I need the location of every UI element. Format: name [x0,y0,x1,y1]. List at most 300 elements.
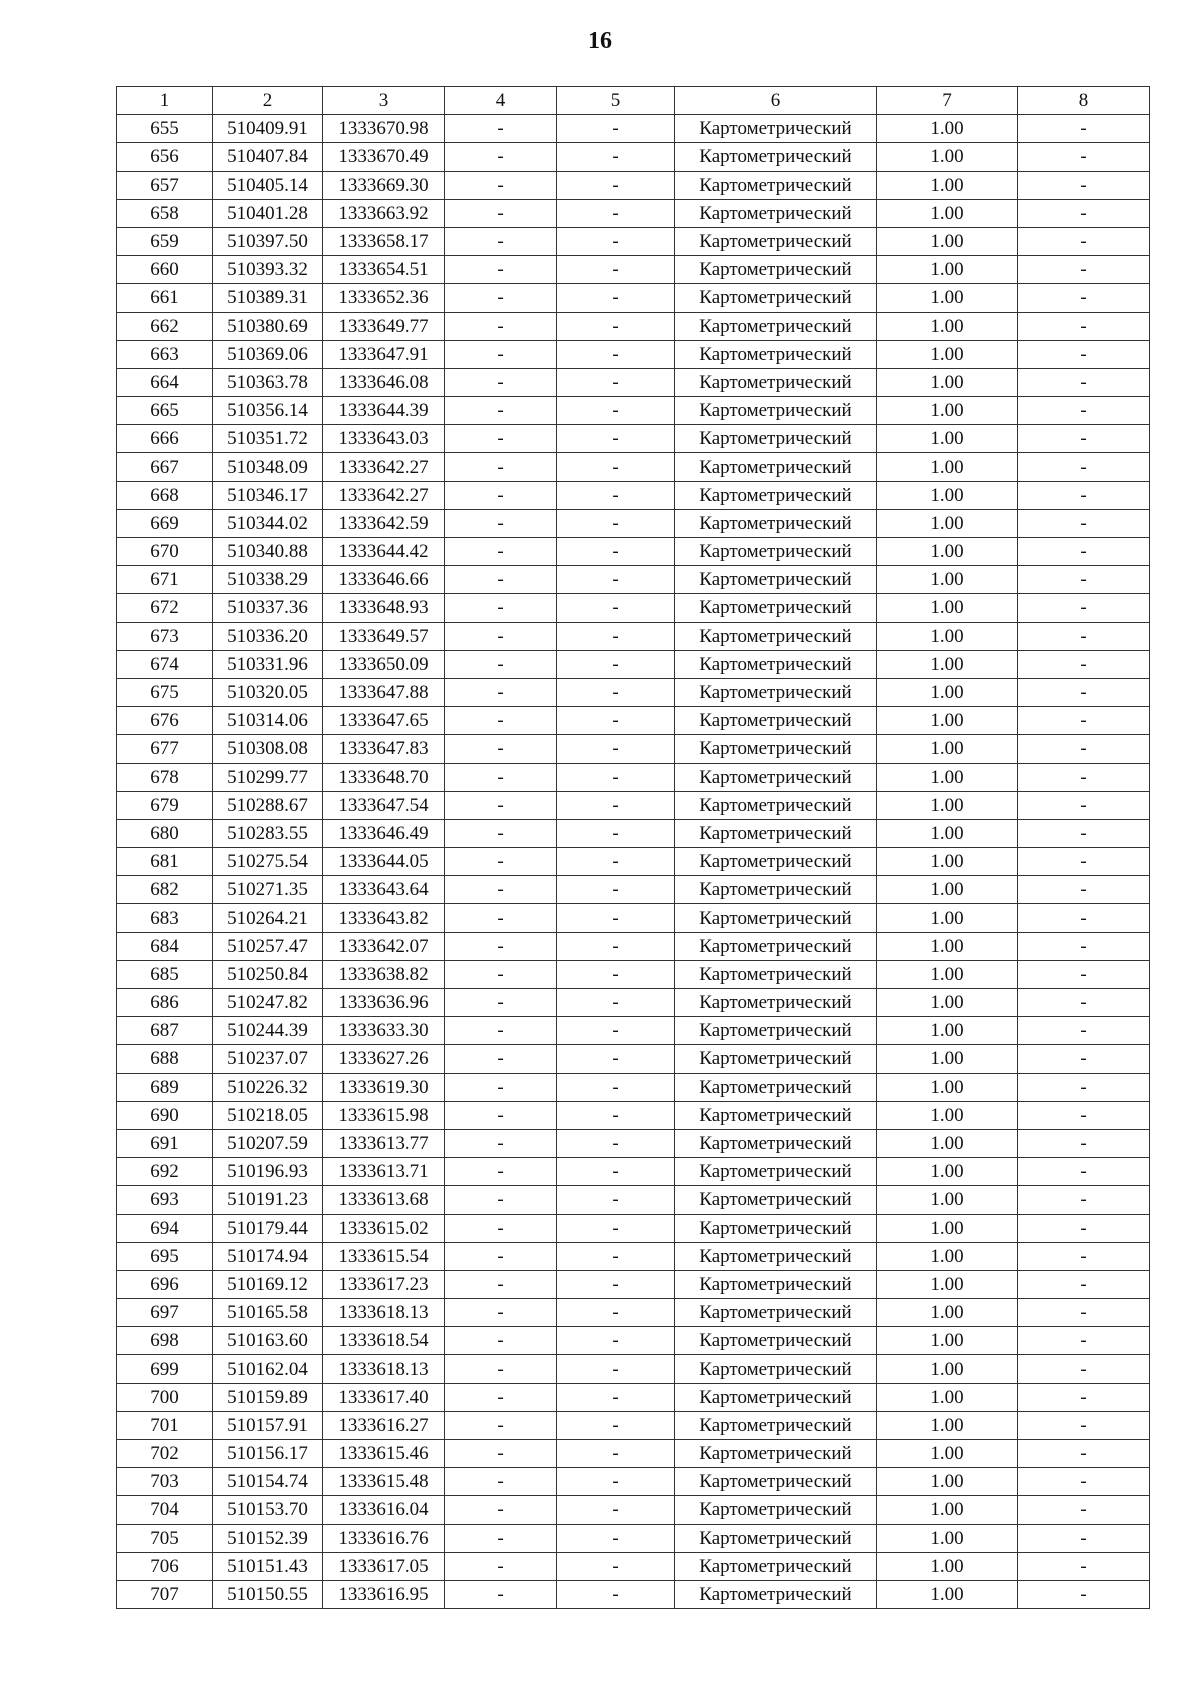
method-cell: Картометрический [675,1524,877,1552]
col4-cell: - [445,171,557,199]
point-number-cell: 699 [117,1355,213,1383]
col8-cell: - [1018,1411,1150,1439]
y-coordinate-cell: 1333616.95 [323,1580,445,1608]
table-row [117,1496,1150,1524]
accuracy-cell: 1.00 [877,199,1018,227]
point-number-cell: 707 [117,1580,213,1608]
x-coordinate-cell: 510271.35 [213,876,323,904]
accuracy-cell: 1.00 [877,1383,1018,1411]
method-cell: Картометрический [675,1496,877,1524]
point-number-cell: 666 [117,425,213,453]
point-number-cell: 706 [117,1552,213,1580]
col8-cell: - [1018,650,1150,678]
accuracy-cell: 1.00 [877,1496,1018,1524]
col8-cell: - [1018,1017,1150,1045]
method-cell: Картометрический [675,1299,877,1327]
method-cell: Картометрический [675,397,877,425]
point-number-cell: 687 [117,1017,213,1045]
point-number-cell: 685 [117,960,213,988]
method-cell: Картометрический [675,1242,877,1270]
accuracy-cell: 1.00 [877,538,1018,566]
page-number: 16 [588,28,612,54]
accuracy-cell: 1.00 [877,397,1018,425]
col4-cell: - [445,1045,557,1073]
point-number-cell: 681 [117,848,213,876]
y-coordinate-cell: 1333616.76 [323,1524,445,1552]
table-row [117,1073,1150,1101]
x-coordinate-cell: 510337.36 [213,594,323,622]
method-cell: Картометрический [675,904,877,932]
x-coordinate-cell: 510283.55 [213,819,323,847]
accuracy-cell: 1.00 [877,1524,1018,1552]
col8-cell: - [1018,1496,1150,1524]
col5-cell: - [557,1327,675,1355]
method-cell: Картометрический [675,1468,877,1496]
col8-cell: - [1018,397,1150,425]
method-cell: Картометрический [675,1552,877,1580]
col8-cell: - [1018,453,1150,481]
col5-cell: - [557,425,675,453]
col5-cell: - [557,1242,675,1270]
table-row [117,678,1150,706]
method-cell: Картометрический [675,1411,877,1439]
point-number-cell: 656 [117,143,213,171]
col4-cell: - [445,1411,557,1439]
point-number-cell: 664 [117,368,213,396]
y-coordinate-cell: 1333638.82 [323,960,445,988]
x-coordinate-cell: 510237.07 [213,1045,323,1073]
col4-cell: - [445,1327,557,1355]
method-cell: Картометрический [675,1214,877,1242]
x-coordinate-cell: 510405.14 [213,171,323,199]
table-row [117,1552,1150,1580]
accuracy-cell: 1.00 [877,1355,1018,1383]
col5-cell: - [557,227,675,255]
col4-cell: - [445,989,557,1017]
col4-cell: - [445,1580,557,1608]
col8-cell: - [1018,256,1150,284]
y-coordinate-cell: 1333616.27 [323,1411,445,1439]
method-cell: Картометрический [675,284,877,312]
col4-cell: - [445,227,557,255]
method-cell: Картометрический [675,622,877,650]
y-coordinate-cell: 1333647.54 [323,791,445,819]
col8-cell: - [1018,594,1150,622]
point-number-cell: 670 [117,538,213,566]
x-coordinate-cell: 510191.23 [213,1186,323,1214]
y-coordinate-cell: 1333648.93 [323,594,445,622]
col4-cell: - [445,791,557,819]
x-coordinate-cell: 510163.60 [213,1327,323,1355]
accuracy-cell: 1.00 [877,284,1018,312]
col5-cell: - [557,284,675,312]
x-coordinate-cell: 510363.78 [213,368,323,396]
col8-cell: - [1018,960,1150,988]
point-number-cell: 703 [117,1468,213,1496]
col4-cell: - [445,650,557,678]
accuracy-cell: 1.00 [877,1214,1018,1242]
point-number-cell: 678 [117,763,213,791]
col4-cell: - [445,707,557,735]
y-coordinate-cell: 1333650.09 [323,650,445,678]
col4-cell: - [445,397,557,425]
y-coordinate-cell: 1333633.30 [323,1017,445,1045]
accuracy-cell: 1.00 [877,735,1018,763]
x-coordinate-cell: 510153.70 [213,1496,323,1524]
x-coordinate-cell: 510314.06 [213,707,323,735]
column-header: 5 [557,87,675,115]
point-number-cell: 667 [117,453,213,481]
col8-cell: - [1018,312,1150,340]
x-coordinate-cell: 510152.39 [213,1524,323,1552]
point-number-cell: 696 [117,1270,213,1298]
accuracy-cell: 1.00 [877,989,1018,1017]
y-coordinate-cell: 1333616.04 [323,1496,445,1524]
method-cell: Картометрический [675,538,877,566]
col5-cell: - [557,312,675,340]
col4-cell: - [445,1383,557,1411]
col5-cell: - [557,1580,675,1608]
col4-cell: - [445,312,557,340]
y-coordinate-cell: 1333618.13 [323,1299,445,1327]
accuracy-cell: 1.00 [877,932,1018,960]
table-row [117,1580,1150,1608]
column-header: 8 [1018,87,1150,115]
y-coordinate-cell: 1333618.13 [323,1355,445,1383]
point-number-cell: 690 [117,1101,213,1129]
col4-cell: - [445,848,557,876]
y-coordinate-cell: 1333647.88 [323,678,445,706]
y-coordinate-cell: 1333649.77 [323,312,445,340]
point-number-cell: 694 [117,1214,213,1242]
coordinates-table [116,86,1150,1609]
col4-cell: - [445,1017,557,1045]
method-cell: Картометрический [675,763,877,791]
col5-cell: - [557,876,675,904]
col8-cell: - [1018,1045,1150,1073]
y-coordinate-cell: 1333617.05 [323,1552,445,1580]
method-cell: Картометрический [675,1440,877,1468]
table-row [117,566,1150,594]
col8-cell: - [1018,678,1150,706]
col8-cell: - [1018,932,1150,960]
y-coordinate-cell: 1333670.98 [323,115,445,143]
col4-cell: - [445,143,557,171]
col8-cell: - [1018,791,1150,819]
y-coordinate-cell: 1333647.65 [323,707,445,735]
point-number-cell: 684 [117,932,213,960]
col4-cell: - [445,199,557,227]
table-row [117,876,1150,904]
col5-cell: - [557,735,675,763]
col5-cell: - [557,1158,675,1186]
x-coordinate-cell: 510174.94 [213,1242,323,1270]
col8-cell: - [1018,1073,1150,1101]
col5-cell: - [557,566,675,594]
col5-cell: - [557,763,675,791]
col8-cell: - [1018,340,1150,368]
accuracy-cell: 1.00 [877,1468,1018,1496]
point-number-cell: 663 [117,340,213,368]
col8-cell: - [1018,735,1150,763]
y-coordinate-cell: 1333658.17 [323,227,445,255]
table-row [117,735,1150,763]
col4-cell: - [445,735,557,763]
col5-cell: - [557,397,675,425]
accuracy-cell: 1.00 [877,312,1018,340]
accuracy-cell: 1.00 [877,876,1018,904]
col8-cell: - [1018,1158,1150,1186]
table-row [117,763,1150,791]
table-header-row [117,87,1150,115]
point-number-cell: 688 [117,1045,213,1073]
x-coordinate-cell: 510393.32 [213,256,323,284]
accuracy-cell: 1.00 [877,1299,1018,1327]
col4-cell: - [445,538,557,566]
point-number-cell: 686 [117,989,213,1017]
point-number-cell: 680 [117,819,213,847]
method-cell: Картометрический [675,1017,877,1045]
table-row [117,509,1150,537]
col8-cell: - [1018,989,1150,1017]
method-cell: Картометрический [675,735,877,763]
col4-cell: - [445,1299,557,1327]
accuracy-cell: 1.00 [877,1073,1018,1101]
table-row [117,960,1150,988]
point-number-cell: 657 [117,171,213,199]
col4-cell: - [445,566,557,594]
accuracy-cell: 1.00 [877,763,1018,791]
col5-cell: - [557,340,675,368]
point-number-cell: 700 [117,1383,213,1411]
col5-cell: - [557,904,675,932]
table-row [117,650,1150,678]
column-header: 6 [675,87,877,115]
y-coordinate-cell: 1333654.51 [323,256,445,284]
col5-cell: - [557,932,675,960]
col5-cell: - [557,509,675,537]
x-coordinate-cell: 510150.55 [213,1580,323,1608]
col5-cell: - [557,1017,675,1045]
method-cell: Картометрический [675,481,877,509]
col4-cell: - [445,1158,557,1186]
method-cell: Картометрический [675,848,877,876]
accuracy-cell: 1.00 [877,453,1018,481]
table-row [117,425,1150,453]
point-number-cell: 668 [117,481,213,509]
col5-cell: - [557,143,675,171]
col8-cell: - [1018,368,1150,396]
col5-cell: - [557,960,675,988]
method-cell: Картометрический [675,989,877,1017]
accuracy-cell: 1.00 [877,1129,1018,1157]
accuracy-cell: 1.00 [877,566,1018,594]
col8-cell: - [1018,171,1150,199]
table-row [117,199,1150,227]
table-row [117,791,1150,819]
y-coordinate-cell: 1333642.27 [323,481,445,509]
col5-cell: - [557,1440,675,1468]
accuracy-cell: 1.00 [877,904,1018,932]
x-coordinate-cell: 510356.14 [213,397,323,425]
x-coordinate-cell: 510244.39 [213,1017,323,1045]
method-cell: Картометрический [675,509,877,537]
accuracy-cell: 1.00 [877,115,1018,143]
col4-cell: - [445,1440,557,1468]
table-row [117,481,1150,509]
column-header: 7 [877,87,1018,115]
point-number-cell: 695 [117,1242,213,1270]
accuracy-cell: 1.00 [877,1327,1018,1355]
col5-cell: - [557,1411,675,1439]
col5-cell: - [557,1552,675,1580]
col5-cell: - [557,199,675,227]
x-coordinate-cell: 510369.06 [213,340,323,368]
accuracy-cell: 1.00 [877,960,1018,988]
point-number-cell: 691 [117,1129,213,1157]
col4-cell: - [445,453,557,481]
col8-cell: - [1018,538,1150,566]
col5-cell: - [557,1186,675,1214]
y-coordinate-cell: 1333642.27 [323,453,445,481]
y-coordinate-cell: 1333644.05 [323,848,445,876]
accuracy-cell: 1.00 [877,707,1018,735]
y-coordinate-cell: 1333613.77 [323,1129,445,1157]
col4-cell: - [445,425,557,453]
x-coordinate-cell: 510218.05 [213,1101,323,1129]
x-coordinate-cell: 510264.21 [213,904,323,932]
table-row [117,1158,1150,1186]
col4-cell: - [445,1214,557,1242]
accuracy-cell: 1.00 [877,622,1018,650]
accuracy-cell: 1.00 [877,340,1018,368]
x-coordinate-cell: 510299.77 [213,763,323,791]
col8-cell: - [1018,509,1150,537]
table-row [117,594,1150,622]
col5-cell: - [557,650,675,678]
accuracy-cell: 1.00 [877,650,1018,678]
x-coordinate-cell: 510351.72 [213,425,323,453]
y-coordinate-cell: 1333619.30 [323,1073,445,1101]
table-row [117,1017,1150,1045]
col5-cell: - [557,538,675,566]
method-cell: Картометрический [675,453,877,481]
col4-cell: - [445,1468,557,1496]
accuracy-cell: 1.00 [877,143,1018,171]
method-cell: Картометрический [675,1383,877,1411]
method-cell: Картометрический [675,707,877,735]
col8-cell: - [1018,1299,1150,1327]
point-number-cell: 704 [117,1496,213,1524]
method-cell: Картометрический [675,819,877,847]
col8-cell: - [1018,115,1150,143]
col4-cell: - [445,284,557,312]
table-row [117,848,1150,876]
col8-cell: - [1018,566,1150,594]
method-cell: Картометрический [675,1158,877,1186]
col4-cell: - [445,1270,557,1298]
col8-cell: - [1018,848,1150,876]
col4-cell: - [445,1552,557,1580]
x-coordinate-cell: 510380.69 [213,312,323,340]
x-coordinate-cell: 510250.84 [213,960,323,988]
table-row [117,1524,1150,1552]
col8-cell: - [1018,199,1150,227]
table-row [117,904,1150,932]
point-number-cell: 673 [117,622,213,650]
col8-cell: - [1018,227,1150,255]
y-coordinate-cell: 1333617.23 [323,1270,445,1298]
accuracy-cell: 1.00 [877,594,1018,622]
point-number-cell: 689 [117,1073,213,1101]
x-coordinate-cell: 510320.05 [213,678,323,706]
col5-cell: - [557,1073,675,1101]
x-coordinate-cell: 510336.20 [213,622,323,650]
col4-cell: - [445,904,557,932]
y-coordinate-cell: 1333613.68 [323,1186,445,1214]
y-coordinate-cell: 1333669.30 [323,171,445,199]
column-header: 3 [323,87,445,115]
col8-cell: - [1018,622,1150,650]
col4-cell: - [445,678,557,706]
col5-cell: - [557,1045,675,1073]
y-coordinate-cell: 1333618.54 [323,1327,445,1355]
col4-cell: - [445,1524,557,1552]
method-cell: Картометрический [675,1045,877,1073]
table-row [117,397,1150,425]
accuracy-cell: 1.00 [877,678,1018,706]
col5-cell: - [557,1468,675,1496]
table-row [117,227,1150,255]
table-row [117,932,1150,960]
y-coordinate-cell: 1333643.03 [323,425,445,453]
col8-cell: - [1018,707,1150,735]
method-cell: Картометрический [675,1580,877,1608]
x-coordinate-cell: 510389.31 [213,284,323,312]
col5-cell: - [557,707,675,735]
table-row [117,284,1150,312]
method-cell: Картометрический [675,199,877,227]
x-coordinate-cell: 510247.82 [213,989,323,1017]
col5-cell: - [557,1101,675,1129]
col8-cell: - [1018,1129,1150,1157]
y-coordinate-cell: 1333643.82 [323,904,445,932]
table-row [117,171,1150,199]
col8-cell: - [1018,1468,1150,1496]
point-number-cell: 660 [117,256,213,284]
table-row [117,1355,1150,1383]
y-coordinate-cell: 1333647.91 [323,340,445,368]
x-coordinate-cell: 510196.93 [213,1158,323,1186]
col4-cell: - [445,340,557,368]
col8-cell: - [1018,763,1150,791]
accuracy-cell: 1.00 [877,1101,1018,1129]
method-cell: Картометрический [675,1327,877,1355]
point-number-cell: 679 [117,791,213,819]
accuracy-cell: 1.00 [877,227,1018,255]
col4-cell: - [445,1129,557,1157]
col8-cell: - [1018,819,1150,847]
col4-cell: - [445,1101,557,1129]
x-coordinate-cell: 510340.88 [213,538,323,566]
x-coordinate-cell: 510331.96 [213,650,323,678]
method-cell: Картометрический [675,1129,877,1157]
accuracy-cell: 1.00 [877,791,1018,819]
x-coordinate-cell: 510207.59 [213,1129,323,1157]
table-row [117,1270,1150,1298]
col8-cell: - [1018,1270,1150,1298]
col4-cell: - [445,960,557,988]
